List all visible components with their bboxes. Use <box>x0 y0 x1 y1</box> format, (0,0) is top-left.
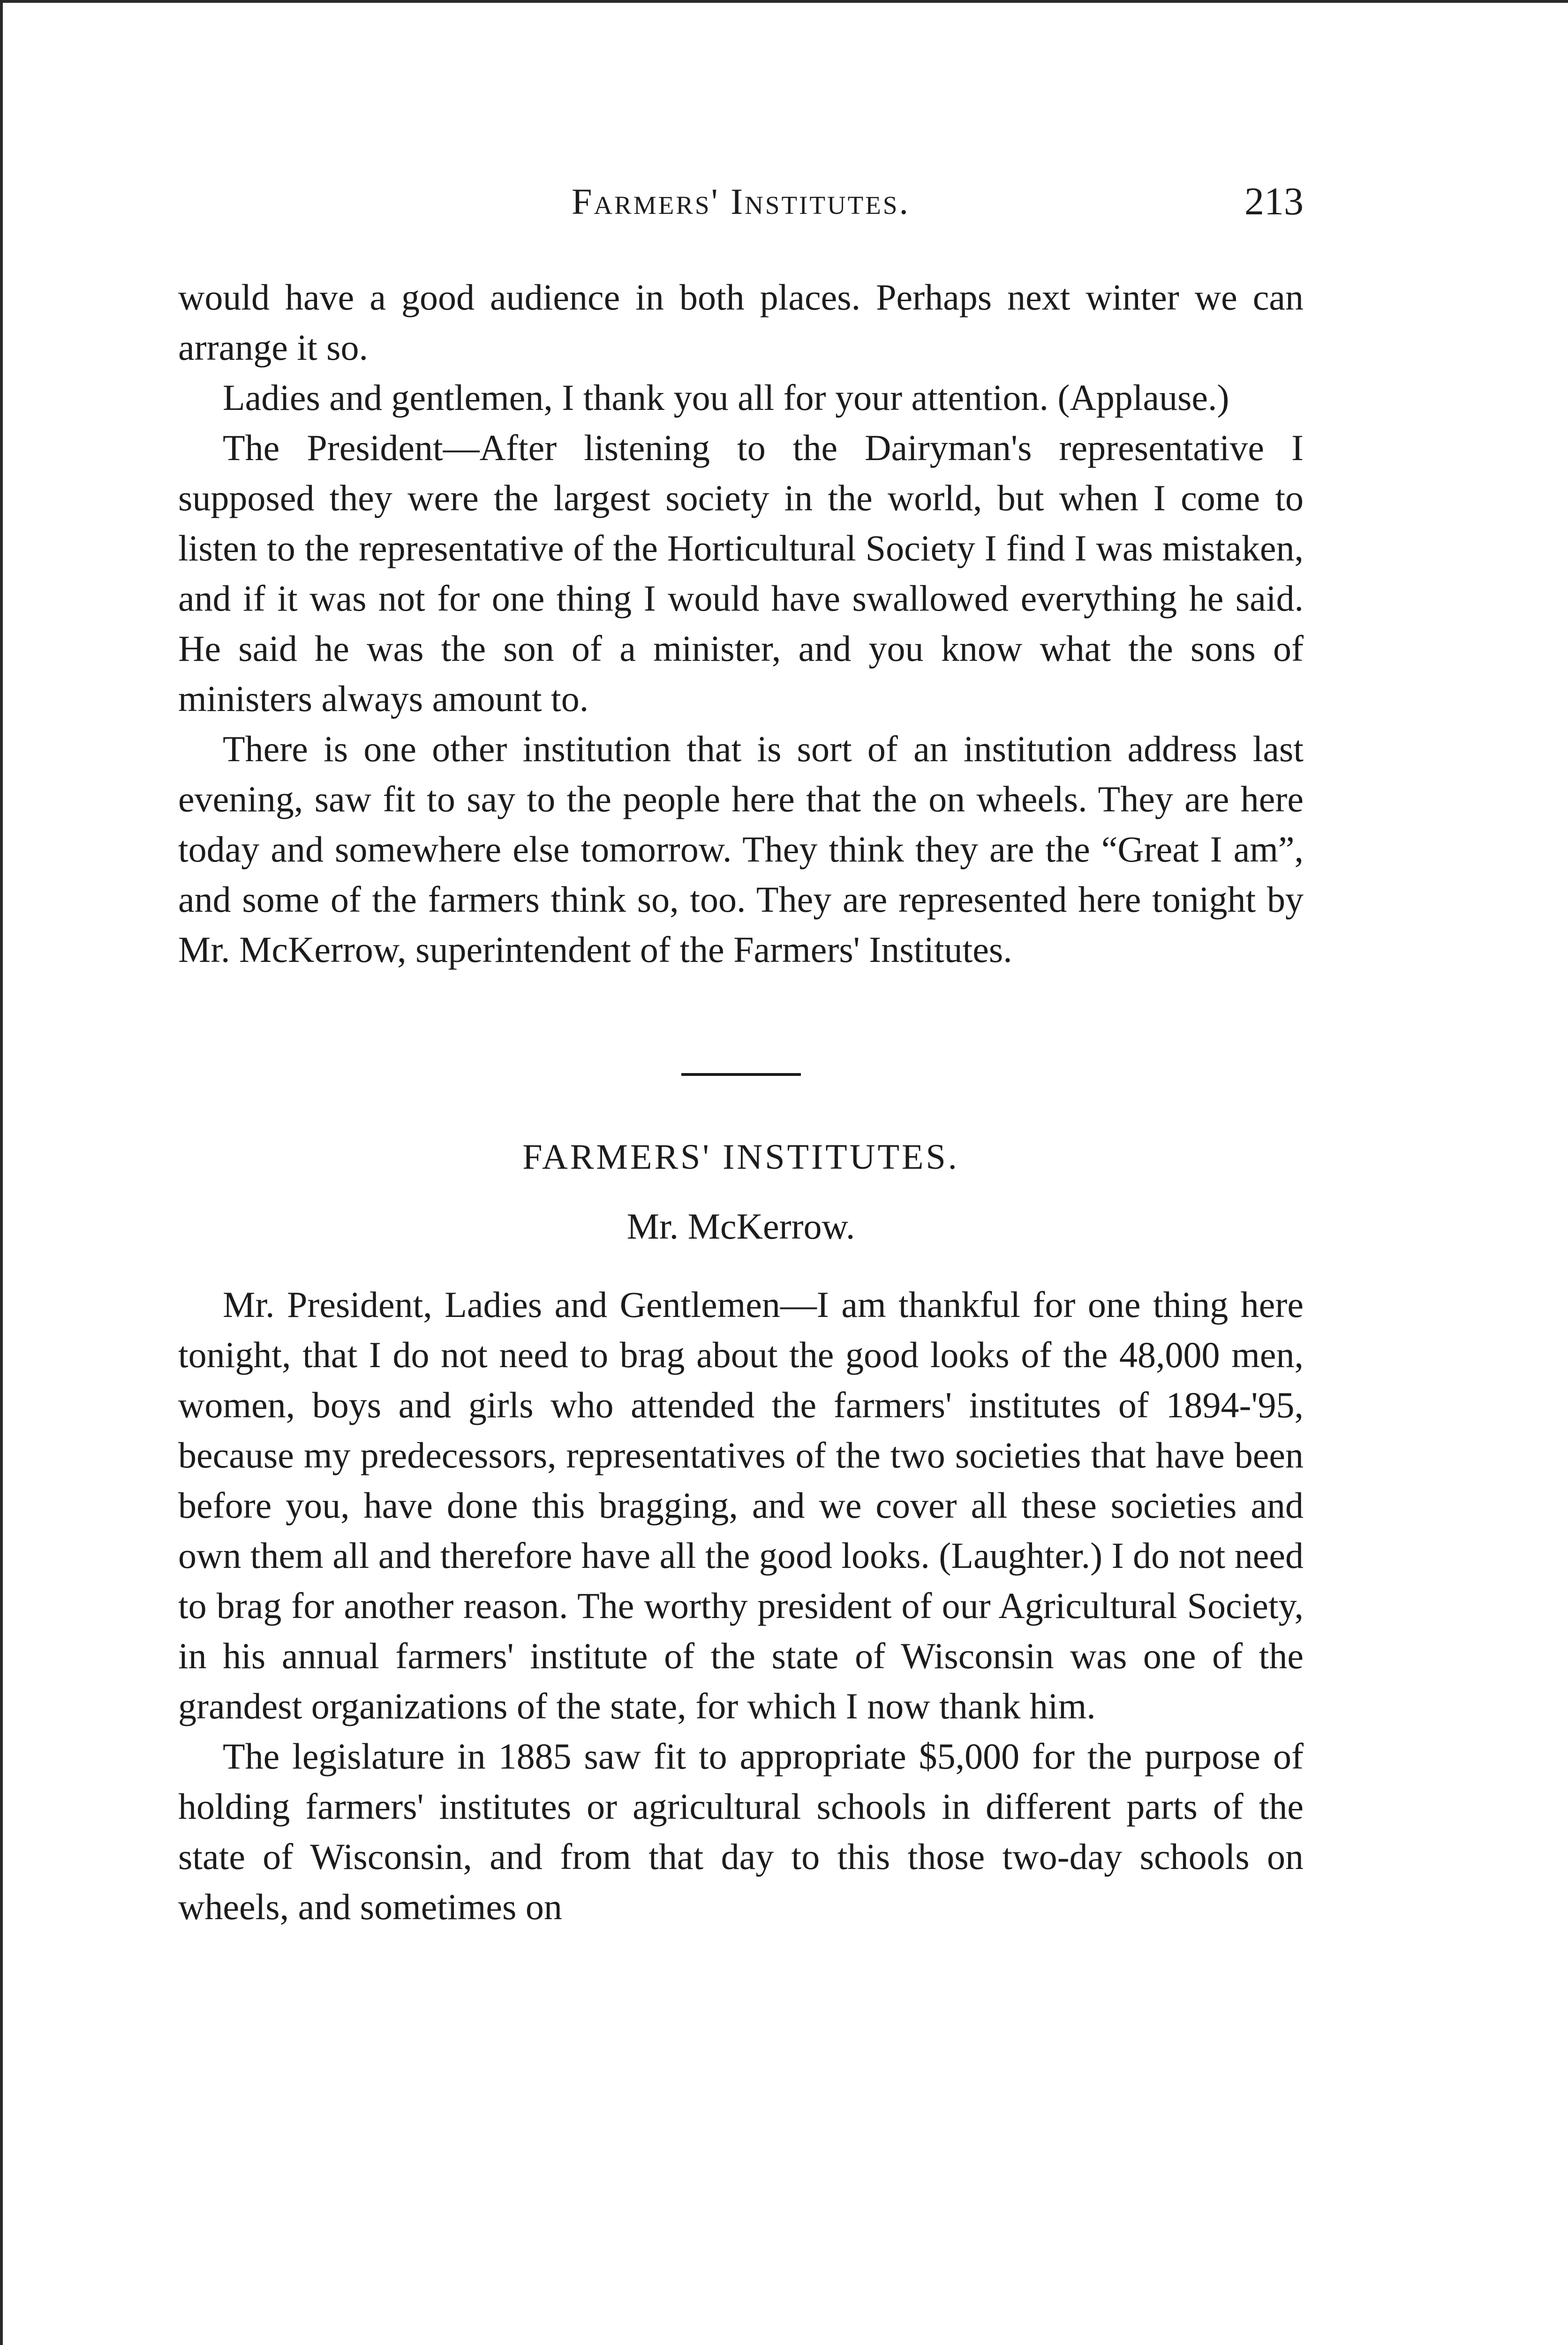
scan-border-top <box>0 0 1568 3</box>
paragraph: Mr. President, Ladies and Gentlemen—I am thankful for one thing here tonight, that I do not need to brag about the good looks of the 48,000 men, women, boys and girls who attended the farmers' institutes of 1894-'95, because my predecessors, representatives of the two societies that have been before you, have done this bragging, and we cover all these societies and own them all and therefore have all the good looks. (Laughter.) I do not need to brag for another reason. The worthy president of our Agricultural Society, in his annual farmers' institute of the state of Wisconsin was one of the grandest organizations of the state, for which I now thank him. <box>178 1284 1304 1726</box>
scan-border-left <box>0 0 3 2345</box>
section-title: FARMERS' INSTITUTES. <box>522 1137 959 1177</box>
paragraph: Ladies and gentlemen, I thank you all for your attention. (Applause.) <box>223 377 1229 418</box>
body-text <box>178 272 1304 1932</box>
running-head <box>178 176 1304 232</box>
section-author: Mr. McKerrow. <box>626 1206 855 1247</box>
section-divider <box>681 1073 801 1076</box>
paragraph: There is one other institution that is sort of an institution address last evening, saw fit to say to the people here that the on wheels. They are here today and somewhere else tomorrow. They think they are the “Great I am”, and some of the farmers think so, too. They are represented here tonight by Mr. McKerrow, superintendent of the Farmers' Institutes. <box>178 728 1304 970</box>
paragraph: The President—After listening to the Dairyman's representative I supposed they were the largest society in the world, but when I come to listen to the representative of the Horticultural Society I find I was mistaken, and if it was not for one thing I would have swallowed everything he said. He said he was the son of a minister, and you know what the sons of ministers always amount to. <box>178 427 1304 719</box>
paragraph: would have a good audience in both places. Perhaps next winter we can arrange it so. <box>178 277 1304 368</box>
running-title: Farmers' Institutes. <box>572 181 910 222</box>
paragraph: The legislature in 1885 saw fit to appropriate $5,000 for the purpose of holding farmers' institutes or agricultural schools in different parts of the state of Wisconsin, and from that day to this those two-day schools on wheels, and sometimes on <box>178 1736 1304 1927</box>
page-number: 213 <box>1244 180 1304 223</box>
